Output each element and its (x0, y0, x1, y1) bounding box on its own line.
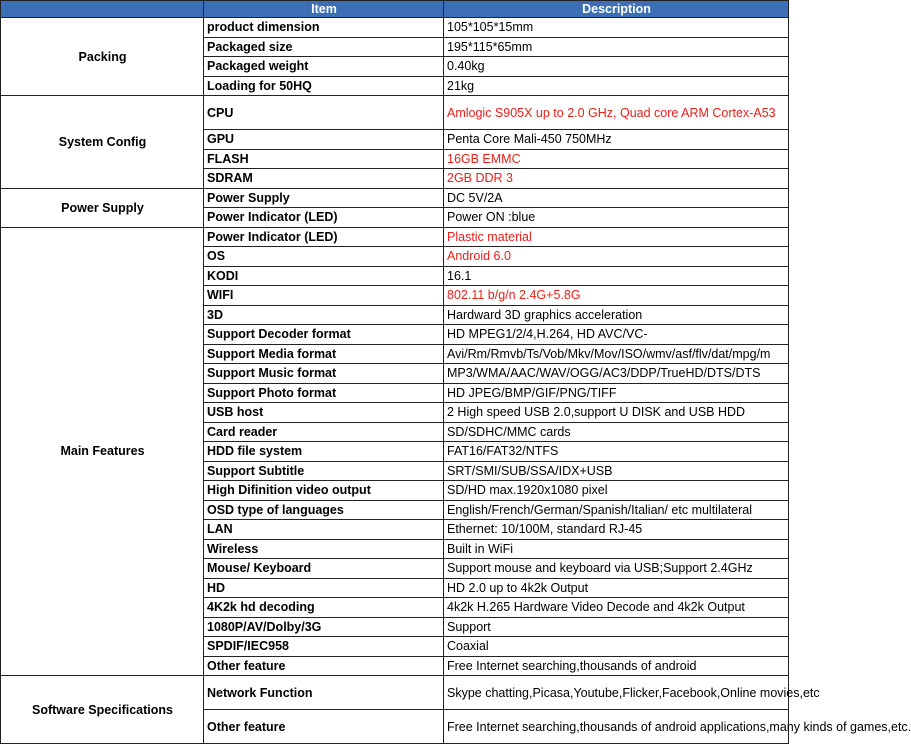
description-cell: 16GB EMMC (444, 149, 789, 169)
category-cell: Packing (1, 18, 204, 96)
header-category (1, 1, 204, 18)
item-cell: Power Indicator (LED) (204, 227, 444, 247)
spec-body (1, 18, 911, 744)
description-cell: 802.11 b/g/n 2.4G+5.8G (444, 286, 789, 306)
item-cell: KODI (204, 266, 444, 286)
item-cell: SPDIF/IEC958 (204, 637, 444, 657)
description-cell: HD JPEG/BMP/GIF/PNG/TIFF (444, 383, 789, 403)
description-cell: SRT/SMI/SUB/SSA/IDX+USB (444, 461, 789, 481)
description-cell: Coaxial (444, 637, 789, 657)
item-cell: Support Photo format (204, 383, 444, 403)
item-cell: Support Subtitle (204, 461, 444, 481)
item-cell: High Difinition video output (204, 481, 444, 501)
description-cell: English/French/German/Spanish/Italian/ etc multilateral (444, 500, 789, 520)
item-cell: Card reader (204, 422, 444, 442)
item-cell: Wireless (204, 539, 444, 559)
description-cell: Avi/Rm/Rmvb/Ts/Vob/Mkv/Mov/ISO/wmv/asf/flv/dat/mpg/m (444, 344, 789, 364)
description-cell: Amlogic S905X up to 2.0 GHz, Quad core ARM Cortex-A53 (444, 96, 789, 130)
description-cell: Ethernet: 10/100M, standard RJ-45 (444, 520, 789, 540)
item-cell: USB host (204, 403, 444, 423)
item-cell: Power Indicator (LED) (204, 208, 444, 228)
spec-row (1, 227, 789, 247)
item-cell: GPU (204, 130, 444, 150)
description-cell: Android 6.0 (444, 247, 789, 267)
item-cell: Packaged size (204, 37, 444, 57)
item-cell: 4K2k hd decoding (204, 598, 444, 618)
header-item: Item (204, 1, 444, 18)
item-cell: HD (204, 578, 444, 598)
item-cell: 3D (204, 305, 444, 325)
description-cell: HD MPEG1/2/4,H.264, HD AVC/VC- (444, 325, 789, 345)
description-cell: DC 5V/2A (444, 188, 789, 208)
item-cell: Power Supply (204, 188, 444, 208)
description-cell: HD 2.0 up to 4k2k Output (444, 578, 789, 598)
description-cell: Built in WiFi (444, 539, 789, 559)
category-cell: System Config (1, 96, 204, 189)
item-cell: SDRAM (204, 169, 444, 189)
item-cell: CPU (204, 96, 444, 130)
item-cell: Support Decoder format (204, 325, 444, 345)
category-cell: Software Specifications (1, 676, 204, 744)
description-cell: 21kg (444, 76, 789, 96)
description-cell: Skype chatting,Picasa,Youtube,Flicker,Facebook,Online movies,etc (444, 676, 789, 710)
description-cell: Support mouse and keyboard via USB;Support 2.4GHz (444, 559, 789, 579)
description-cell: Hardward 3D graphics acceleration (444, 305, 789, 325)
item-cell: Loading for 50HQ (204, 76, 444, 96)
item-cell: Support Music format (204, 364, 444, 384)
description-cell: Free Internet searching,thousands of android (444, 656, 789, 676)
description-cell: Support (444, 617, 789, 637)
spec-row (1, 676, 789, 710)
item-cell: OS (204, 247, 444, 267)
spec-row (1, 188, 789, 208)
item-cell: Other feature (204, 710, 444, 744)
description-cell: FAT16/FAT32/NTFS (444, 442, 789, 462)
item-cell: Support Media format (204, 344, 444, 364)
item-cell: OSD type of languages (204, 500, 444, 520)
description-cell: 2 High speed USB 2.0,support U DISK and USB HDD (444, 403, 789, 423)
description-cell: 0.40kg (444, 57, 789, 77)
description-cell: 16.1 (444, 266, 789, 286)
description-cell: Penta Core Mali-450 750MHz (444, 130, 789, 150)
item-cell: Network Function (204, 676, 444, 710)
spec-row (1, 96, 789, 130)
description-cell: 2GB DDR 3 (444, 169, 789, 189)
description-cell: Free Internet searching,thousands of android applications,many kinds of games,etc. (444, 710, 789, 744)
description-cell: MP3/WMA/AAC/WAV/OGG/AC3/DDP/TrueHD/DTS/DTS (444, 364, 789, 384)
category-cell: Main Features (1, 227, 204, 676)
description-cell: SD/HD max.1920x1080 pixel (444, 481, 789, 501)
spec-row (1, 18, 789, 38)
item-cell: Other feature (204, 656, 444, 676)
item-cell: Packaged weight (204, 57, 444, 77)
description-cell: 105*105*15mm (444, 18, 789, 38)
description-cell: 195*115*65mm (444, 37, 789, 57)
item-cell: Mouse/ Keyboard (204, 559, 444, 579)
category-cell: Power Supply (1, 188, 204, 227)
header-description: Description (444, 1, 789, 18)
description-cell: Plastic material (444, 227, 789, 247)
item-cell: 1080P/AV/Dolby/3G (204, 617, 444, 637)
description-cell: SD/SDHC/MMC cards (444, 422, 789, 442)
header-row (1, 1, 789, 18)
item-cell: WIFI (204, 286, 444, 306)
item-cell: HDD file system (204, 442, 444, 462)
description-cell: 4k2k H.265 Hardware Video Decode and 4k2k Output (444, 598, 789, 618)
item-cell: FLASH (204, 149, 444, 169)
item-cell: product dimension (204, 18, 444, 38)
description-cell: Power ON :blue (444, 208, 789, 228)
item-cell: LAN (204, 520, 444, 540)
